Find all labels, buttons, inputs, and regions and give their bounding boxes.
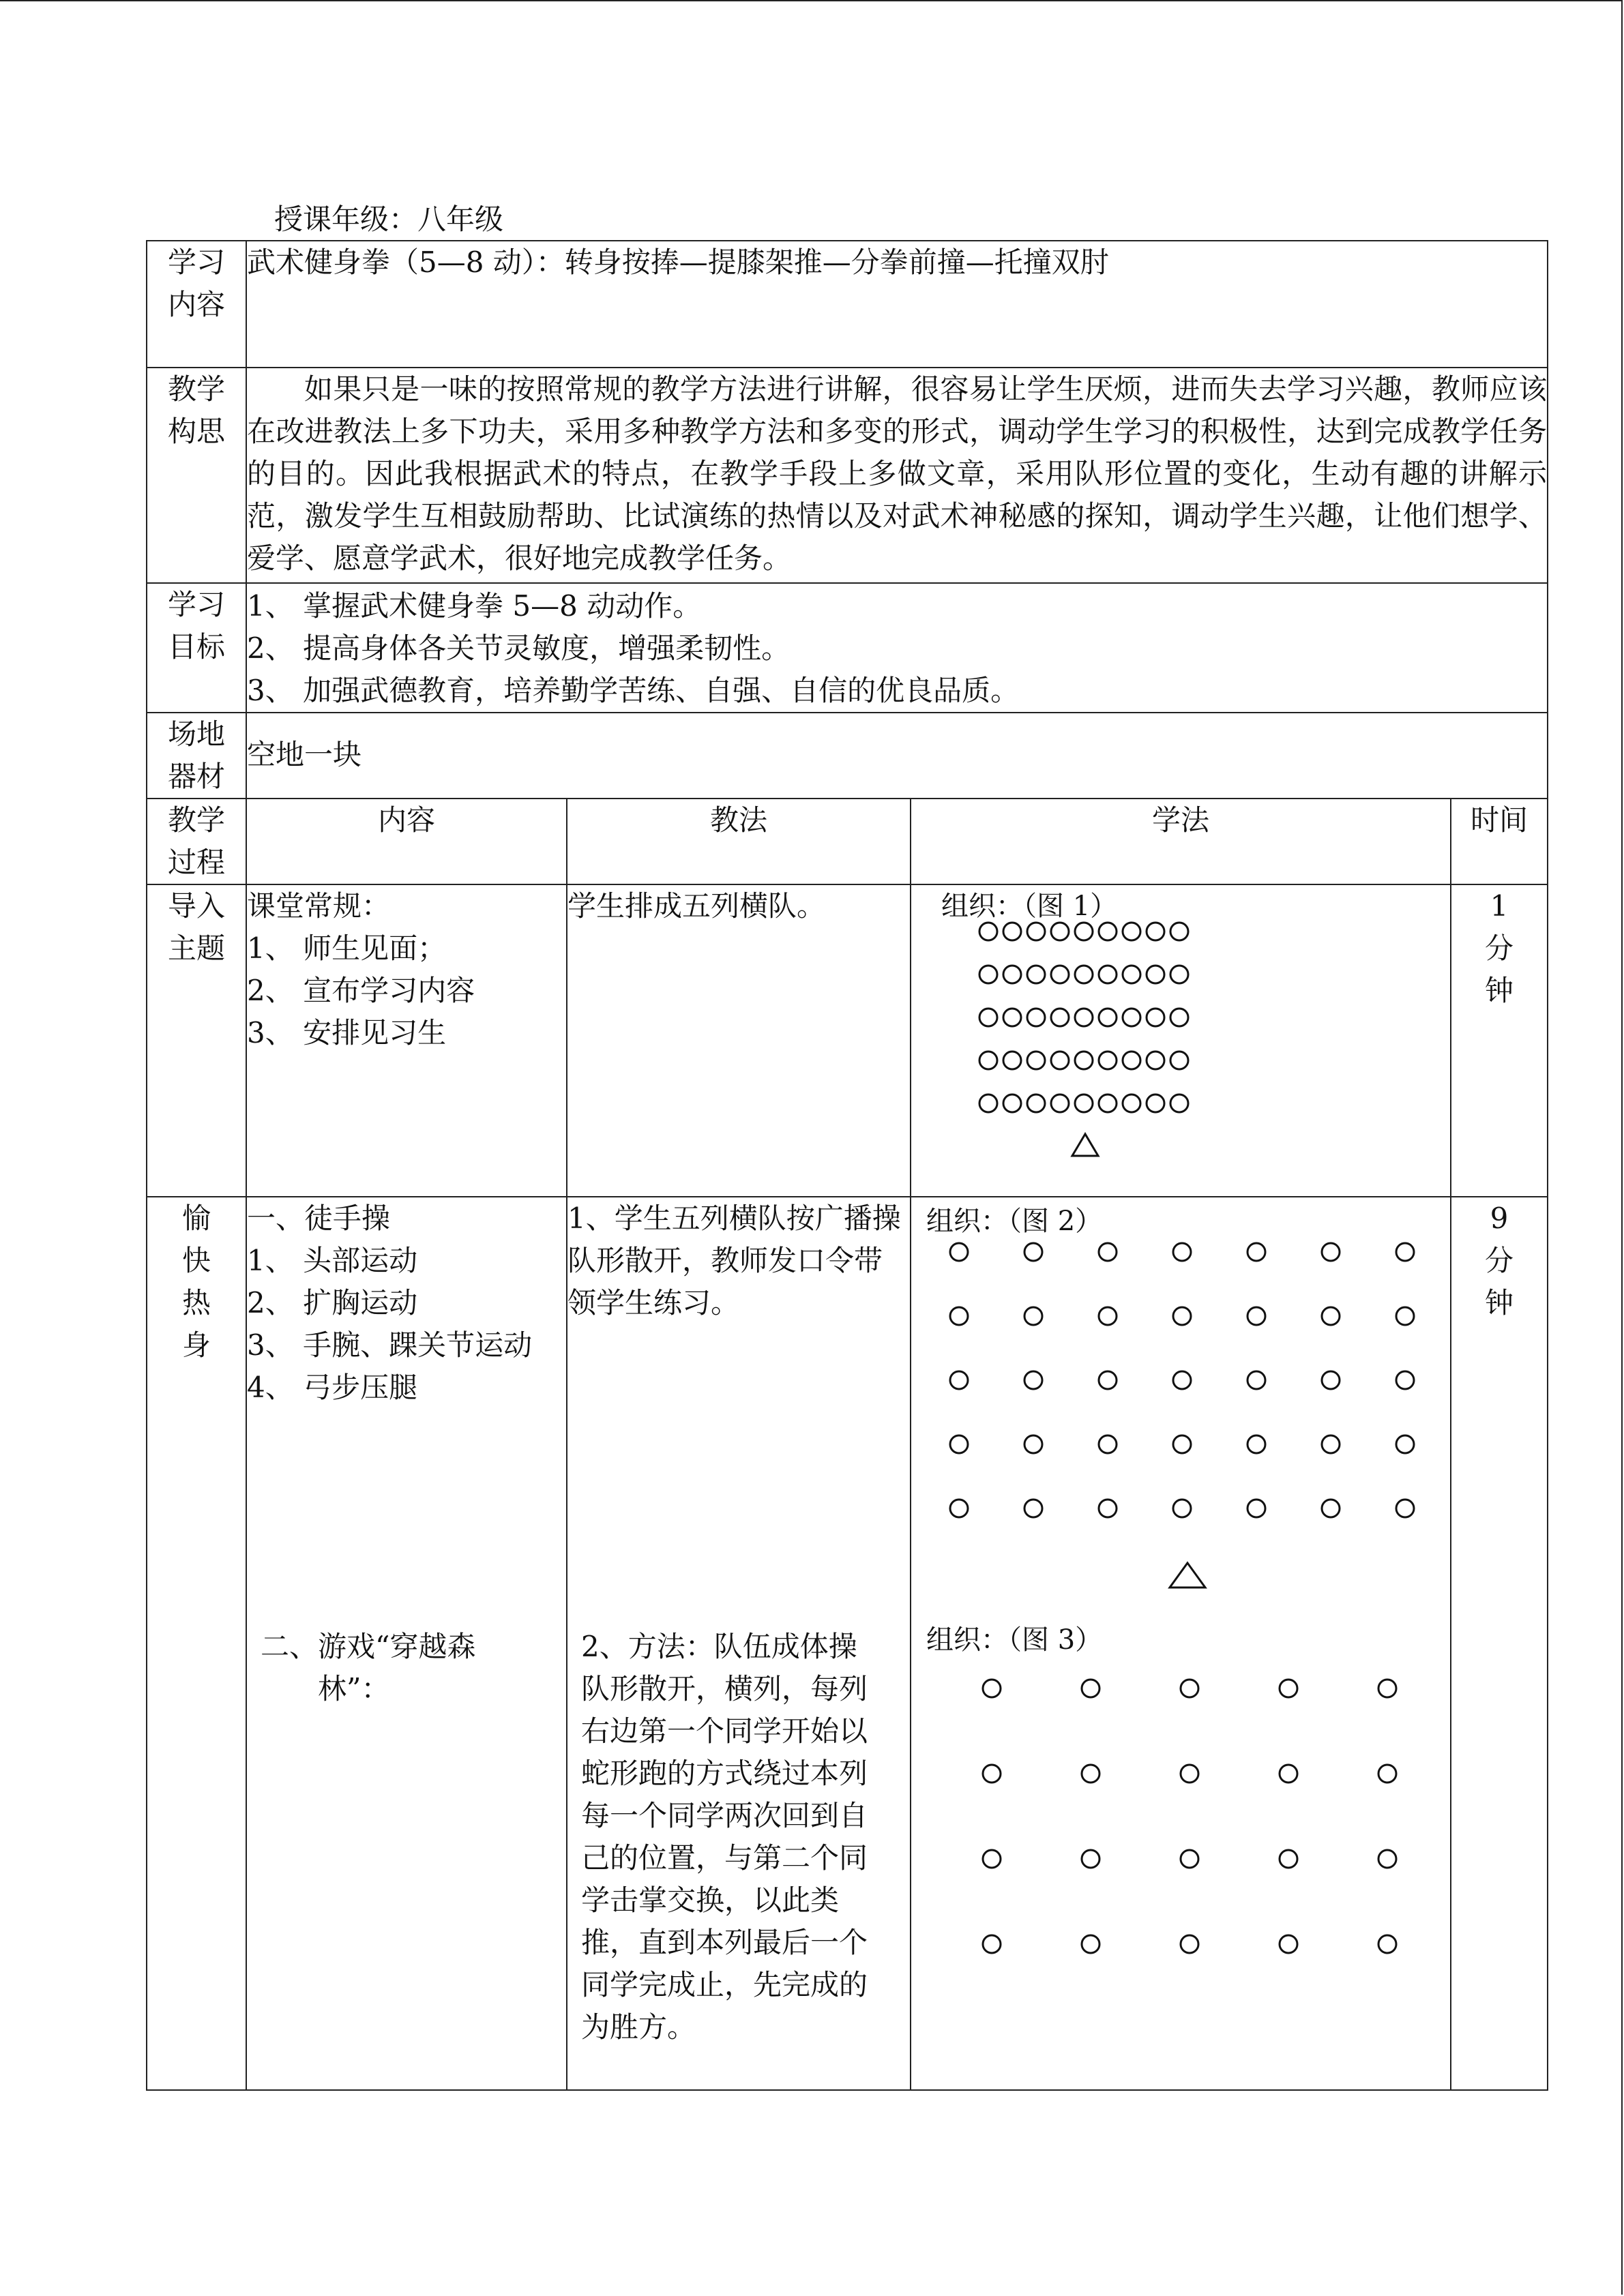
student-marker — [1123, 966, 1140, 983]
figure-2-label: 组织：（图 2） — [926, 1206, 1103, 1237]
student-marker — [1003, 966, 1021, 983]
row-learning-content — [147, 241, 1548, 368]
warmup-method-1: 1、学生五列横队按广播操队形散开，教师发口令带领学生练习。 — [567, 1202, 901, 1320]
student-marker — [1051, 1094, 1069, 1112]
warmup-content — [246, 1197, 567, 2090]
student-marker — [1082, 1680, 1099, 1697]
student-marker — [1396, 1435, 1414, 1453]
student-marker — [1099, 1435, 1117, 1453]
student-marker — [1396, 1307, 1414, 1325]
intro-content-line: 课堂常规： — [247, 889, 391, 923]
game-title: 二、游戏“穿越森 林”： — [261, 1630, 476, 1705]
student-marker — [1099, 966, 1117, 983]
student-marker — [1024, 1371, 1042, 1389]
student-marker — [1170, 1052, 1188, 1069]
goal-item: 2、 提高身体各关节灵敏度，增强柔韧性。 — [247, 631, 791, 665]
student-marker — [1322, 1435, 1340, 1453]
student-marker — [1247, 1435, 1265, 1453]
warmup-content-line: 4、 弓步压腿 — [247, 1371, 418, 1404]
student-marker — [1003, 1009, 1021, 1026]
student-marker — [1123, 1009, 1140, 1026]
student-marker — [1147, 1009, 1164, 1026]
student-marker — [1051, 923, 1069, 940]
student-marker — [1075, 1094, 1093, 1112]
student-marker — [1322, 1307, 1340, 1325]
student-marker — [1396, 1500, 1414, 1517]
student-marker — [979, 1052, 997, 1069]
student-marker — [1027, 1009, 1045, 1026]
student-marker — [950, 1500, 968, 1517]
student-marker — [1170, 1009, 1188, 1026]
warmup-content-line: 1、 头部运动 — [247, 1244, 418, 1277]
student-marker — [1247, 1371, 1265, 1389]
student-marker — [983, 1850, 1001, 1868]
student-marker — [979, 966, 997, 983]
header-learning: 学法 — [911, 799, 1451, 884]
student-marker — [1099, 1009, 1117, 1026]
student-marker — [1099, 1307, 1117, 1325]
student-marker — [1247, 1500, 1265, 1517]
student-marker — [1247, 1243, 1265, 1261]
student-marker — [950, 1307, 968, 1325]
warmup-method — [567, 1197, 911, 2090]
venue-equipment-text: 空地一块 — [246, 713, 1548, 799]
row-warmup — [147, 1197, 1548, 2090]
student-marker — [950, 1435, 968, 1453]
student-marker — [1147, 966, 1164, 983]
label-teaching-design: 教学构思 — [147, 368, 246, 583]
label-intro: 导入主题 — [147, 884, 246, 1197]
student-marker — [1173, 1307, 1191, 1325]
student-marker — [1082, 1850, 1099, 1868]
intro-content — [246, 884, 567, 1197]
student-marker — [1396, 1371, 1414, 1389]
student-marker — [1024, 1500, 1042, 1517]
learning-content-text: 武术健身拳（5—8 动）：转身按捧—提膝架推—分拳前撞—托撞双肘 — [246, 241, 1548, 368]
goal-item: 3、 加强武德教育，培养勤学苦练、自强、自信的优良品质。 — [247, 674, 1020, 707]
warmup-diagram — [911, 1197, 1451, 2090]
student-marker — [950, 1371, 968, 1389]
figure-1-label: 组织：（图 1） — [941, 891, 1118, 922]
student-marker — [1003, 923, 1021, 940]
student-marker — [1123, 1094, 1140, 1112]
student-marker — [1247, 1307, 1265, 1325]
student-marker — [1378, 1935, 1396, 1953]
goal-item: 1、 掌握武术健身拳 5—8 动动作。 — [247, 589, 702, 623]
student-marker — [1123, 1052, 1140, 1069]
student-marker — [1170, 923, 1188, 940]
student-marker — [979, 1009, 997, 1026]
header-method: 教法 — [567, 799, 911, 884]
student-marker — [1280, 1935, 1297, 1953]
label-warmup: 愉快热身 — [147, 1197, 246, 2090]
student-marker — [1173, 1435, 1191, 1453]
student-marker — [1099, 1052, 1117, 1069]
student-marker — [983, 1935, 1001, 1953]
warmup-content-line: 一、徒手操 — [247, 1202, 391, 1235]
student-marker — [1322, 1371, 1340, 1389]
student-marker — [1027, 966, 1045, 983]
student-marker — [1147, 1094, 1164, 1112]
student-marker — [1024, 1243, 1042, 1261]
row-venue-equipment — [147, 713, 1548, 799]
intro-content-line: 3、 安排见习生 — [247, 1016, 447, 1049]
student-marker — [1027, 1052, 1045, 1069]
figure-2-3-formation — [911, 1197, 1450, 2089]
student-marker — [1173, 1371, 1191, 1389]
student-marker — [1075, 966, 1093, 983]
teacher-marker — [1170, 1563, 1205, 1587]
student-marker — [950, 1243, 968, 1261]
student-marker — [979, 1094, 997, 1112]
student-marker — [1280, 1850, 1297, 1868]
student-marker — [1181, 1680, 1198, 1697]
warmup-content-line: 2、 扩胸运动 — [247, 1286, 418, 1320]
grade-line: 授课年级：八年级 — [274, 203, 504, 236]
student-marker — [1099, 1371, 1117, 1389]
figure-1-formation — [911, 885, 1450, 1196]
student-marker — [1075, 923, 1093, 940]
label-learning-goals: 学习目标 — [147, 583, 246, 713]
student-marker — [1280, 1765, 1297, 1783]
student-marker — [1082, 1765, 1099, 1783]
student-marker — [1075, 1009, 1093, 1026]
intro-method: 学生排成五列横队。 — [567, 884, 911, 1197]
intro-content-line: 1、 师生见面； — [247, 931, 447, 965]
row-learning-goals — [147, 583, 1548, 713]
header-time: 时间 — [1451, 799, 1548, 884]
intro-time: 1分钟 — [1451, 884, 1548, 1197]
label-venue-equipment: 场地器材 — [147, 713, 246, 799]
student-marker — [1003, 1094, 1021, 1112]
student-marker — [1051, 1009, 1069, 1026]
student-marker — [1099, 1500, 1117, 1517]
student-marker — [1181, 1765, 1198, 1783]
student-marker — [1378, 1850, 1396, 1868]
label-teaching-process: 教学过程 — [147, 799, 246, 884]
student-marker — [1082, 1935, 1099, 1953]
lesson-plan-table — [146, 240, 1548, 2091]
student-marker — [1147, 1052, 1164, 1069]
student-marker — [983, 1765, 1001, 1783]
student-marker — [1075, 1052, 1093, 1069]
student-marker — [1099, 1243, 1117, 1261]
student-marker — [1322, 1243, 1340, 1261]
student-marker — [1378, 1680, 1396, 1697]
student-marker — [1173, 1243, 1191, 1261]
student-marker — [983, 1680, 1001, 1697]
student-marker — [1024, 1307, 1042, 1325]
student-marker — [1003, 1052, 1021, 1069]
student-marker — [1027, 923, 1045, 940]
figure-3-label: 组织：（图 3） — [926, 1624, 1103, 1656]
student-marker — [1024, 1435, 1042, 1453]
student-marker — [1051, 966, 1069, 983]
student-marker — [1396, 1243, 1414, 1261]
student-marker — [1181, 1850, 1198, 1868]
student-marker — [1099, 923, 1117, 940]
student-marker — [1099, 1094, 1117, 1112]
row-teaching-design — [147, 368, 1548, 583]
student-marker — [1280, 1680, 1297, 1697]
teacher-marker — [1072, 1134, 1098, 1156]
student-marker — [979, 923, 997, 940]
warmup-content-line: 3、 手腕、踝关节运动 — [247, 1328, 533, 1362]
intro-diagram — [911, 884, 1451, 1197]
warmup-method-2: 2、方法：队伍成体操队形散开，横列，每列右边第一个同学开始以蛇形跑的方式绕过本列每一个同学两次回到自己的位置，与第二个同学击掌交换，以此类推，直到本列最后一个同学完成止，先完成的为胜方。 — [581, 1630, 868, 2044]
student-marker — [1051, 1052, 1069, 1069]
header-content: 内容 — [246, 799, 567, 884]
student-marker — [1170, 966, 1188, 983]
row-intro — [147, 884, 1548, 1197]
teaching-design-text: 如果只是一味的按照常规的教学方法进行讲解，很容易让学生厌烦，进而失去学习兴趣，教师应该在改进教法上多下功夫，采用多种教学方法和多变的形式，调动学生学习的积极性，达到完成教学任务的目的。因此我根据武术的特点，在教学手段上多做文章，采用队形位置的变化，生动有趣的讲解示范，激发学生互相鼓励帮助、比试演练的热情以及对武术神秘感的探知，调动学生兴趣，让他们想学、爱学、愿意学武术，很好地完成教学任务。 — [246, 368, 1548, 583]
student-marker — [1378, 1765, 1396, 1783]
student-marker — [1123, 923, 1140, 940]
student-marker — [1147, 923, 1164, 940]
intro-content-line: 2、 宣布学习内容 — [247, 974, 475, 1007]
learning-goals-list — [246, 583, 1548, 713]
student-marker — [1322, 1500, 1340, 1517]
student-marker — [1173, 1500, 1191, 1517]
row-process-header — [147, 799, 1548, 884]
student-marker — [1027, 1094, 1045, 1112]
label-learning-content: 学习内容 — [147, 241, 246, 368]
warmup-time: 9分钟 — [1451, 1197, 1548, 2090]
student-marker — [1181, 1935, 1198, 1953]
student-marker — [1170, 1094, 1188, 1112]
